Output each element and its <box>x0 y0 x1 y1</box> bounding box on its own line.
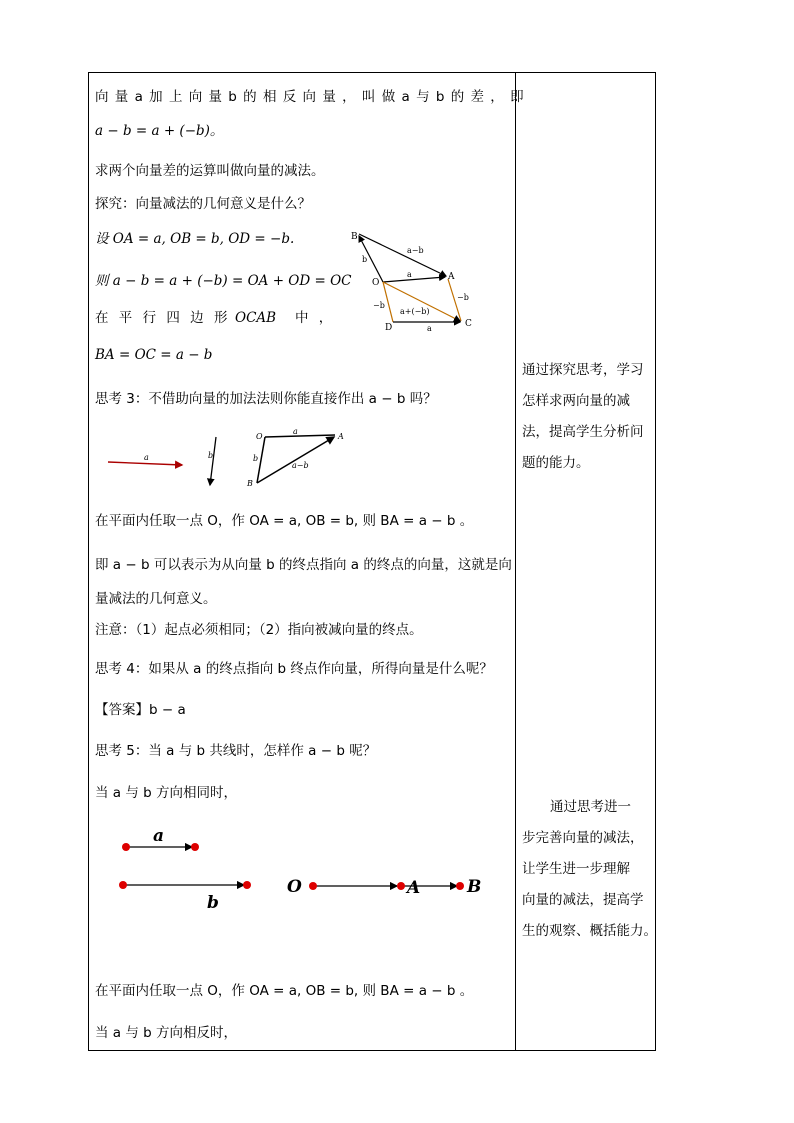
formula: BA = OC = a − b <box>95 347 213 363</box>
formula: OCAB <box>235 310 277 326</box>
point-label: O <box>256 432 263 441</box>
text-line: 中 ， <box>295 310 336 326</box>
vector-label: a−b <box>407 246 424 255</box>
text-line: 即 a − b 可以表示为从向量 b 的终点指向 a 的终点的向量，这就是向 <box>95 557 512 573</box>
text-line: 在 平 行 四 边 形 <box>95 310 231 326</box>
column-divider <box>515 72 516 1051</box>
text-line: 当 a 与 b 方向相同时， <box>95 785 238 801</box>
text-line: 注意：（1）起点必须相同；（2）指向被减向量的终点。 <box>95 622 423 638</box>
point-label: O <box>372 278 380 288</box>
text-line: 量减法的几何意义。 <box>95 591 217 607</box>
vector-label: b <box>208 451 214 460</box>
point-label: B <box>351 232 358 242</box>
vector-label: a+(−b) <box>400 307 430 316</box>
teaching-note-1: 通过探究思考，学习 怎样求两向量的减 法，提高学生分析问 题的能力。 <box>522 362 644 471</box>
vector-label: a <box>427 324 432 333</box>
point-label: A <box>407 878 421 898</box>
vector-label: −b <box>457 293 469 302</box>
text-line: 求两个向量差的运算叫做向量的减法。 <box>95 163 325 179</box>
point-label: C <box>465 319 472 329</box>
collinear-vectors-figure <box>110 820 490 915</box>
vector-label: −b <box>373 301 385 310</box>
point-label: B <box>247 479 253 488</box>
vector-label: a <box>407 270 412 279</box>
vector-label: a <box>293 427 298 436</box>
vector-label: b <box>362 255 368 264</box>
vector-label: a−b <box>292 461 309 470</box>
vector-construction-figure <box>100 425 360 493</box>
formula: a − b = a + (−b)。 <box>95 123 224 139</box>
vector-label: a <box>144 453 149 462</box>
formula: 设 OA = a, OB = b, OD = −b. <box>95 231 295 247</box>
text-line: 【答案】b − a <box>95 702 186 718</box>
vector-label: a <box>153 826 165 846</box>
teaching-note-2: 通过思考进一 步完善向量的减法， 让学生进一步理解 向量的减法，提高学 生的观察、概括能力。 <box>522 799 657 939</box>
text-line: 在平面内任取一点 O，作 OA = a, OB = b, 则 BA = a − b 。 <box>95 513 474 529</box>
text-line: 在平面内任取一点 O，作 OA = a, OB = b, 则 BA = a − b 。 <box>95 983 474 999</box>
parallelogram-figure <box>345 222 485 337</box>
point-label: B <box>467 877 482 897</box>
text-line: 探究：向量减法的几何意义是什么？ <box>95 196 311 212</box>
point-label: O <box>287 877 302 897</box>
text-line: 向 量 a 加 上 向 量 b 的 相 反 向 量 ， 叫 做 a 与 b 的 差 ， 即 <box>95 89 525 105</box>
formula: 则 a − b = a + (−b) = OA + OD = OC <box>95 273 352 289</box>
text-line: 思考 3：不借助向量的加法法则你能直接作出 a − b 吗？ <box>95 391 437 407</box>
point-label: D <box>385 323 393 333</box>
point-label: A <box>338 432 344 441</box>
vector-label: b <box>253 454 259 463</box>
text-line: 思考 5：当 a 与 b 共线时，怎样作 a − b 呢？ <box>95 743 377 759</box>
text-line: 当 a 与 b 方向相反时， <box>95 1025 238 1041</box>
vector-label: b <box>207 893 219 913</box>
point-label: A <box>448 272 455 282</box>
text-line: 思考 4：如果从 a 的终点指向 b 终点作向量，所得向量是什么呢？ <box>95 661 493 677</box>
